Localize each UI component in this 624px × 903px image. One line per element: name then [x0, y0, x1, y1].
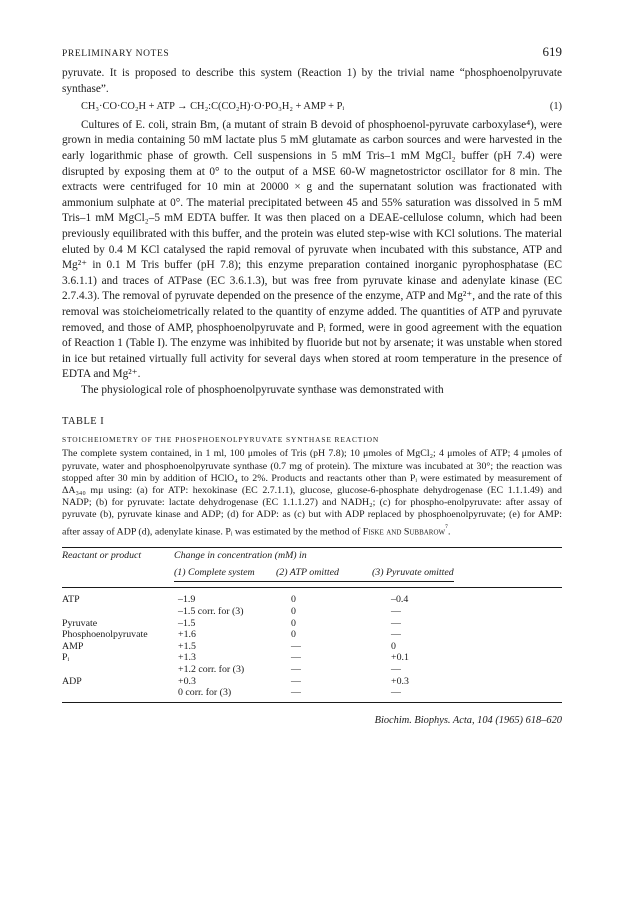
header-complete-system: (1) Complete system: [174, 566, 255, 578]
running-head: [62, 44, 562, 66]
pyruvate-omitted-cell: —: [391, 629, 401, 641]
page-number: 619: [542, 44, 562, 59]
complete-system-cell: –1.5 corr. for (3): [178, 605, 244, 617]
atp-omitted-cell: —: [291, 652, 301, 664]
atp-omitted-cell: 0: [291, 617, 296, 629]
reactant-cell: Pyruvate: [62, 617, 98, 629]
header-reactant: Reactant or product: [62, 550, 142, 562]
page: [62, 44, 562, 726]
header-change-group: Change in concentration (mM) in: [174, 550, 307, 562]
table-title: STOICHEIOMETRY OF THE PHOSPHOENOLPYRUVATE SYNTHASE REACTION: [62, 435, 380, 445]
complete-system-cell: –1.5: [178, 617, 196, 629]
equation-text: CH₃·CO·CO₂H + ATP → CH₂:C(CO₂H)·O·PO₃H₂ + AMP + Pᵢ: [81, 101, 345, 113]
subheader-group: [174, 567, 454, 583]
complete-system-cell: 0 corr. for (3): [178, 687, 232, 699]
complete-system-cell: +1.2 corr. for (3): [178, 663, 245, 675]
table-row: [62, 676, 562, 688]
atp-omitted-cell: —: [291, 640, 301, 652]
stoichiometry-table-body: [62, 588, 562, 698]
complete-system-cell: +1.6: [178, 629, 196, 641]
complete-system-cell: +1.5: [178, 640, 196, 652]
pyruvate-omitted-cell: 0: [391, 640, 396, 652]
atp-omitted-cell: 0: [291, 594, 296, 606]
table-bottom-rule: [62, 702, 562, 703]
atp-omitted-cell: —: [291, 687, 301, 699]
table-subheader-row: [62, 563, 562, 586]
pyruvate-omitted-cell: —: [391, 617, 401, 629]
reaction-equation: [62, 99, 562, 115]
journal-citation: Biochim. Biophys. Acta, 104 (1965) 618–620: [374, 714, 562, 726]
reactant-cell: [62, 687, 174, 699]
table-header-row: [62, 548, 562, 563]
running-title: PRELIMINARY NOTES: [62, 49, 170, 59]
paragraph-physiological: The physiological role of phosphoenolpyruvate synthase was demonstrated with: [81, 383, 444, 396]
reactant-cell: [62, 606, 174, 618]
atp-omitted-cell: —: [291, 675, 301, 687]
table-caption-reference-number: ⁷: [445, 522, 449, 532]
table-caption: [62, 448, 562, 538]
reactant-cell: [62, 664, 174, 676]
table-row: [62, 664, 562, 676]
atp-omitted-cell: —: [291, 663, 301, 675]
table-row: [62, 687, 562, 699]
header-pyruvate-omitted: (3) Pyruvate omitted: [372, 566, 454, 578]
table-row: [62, 618, 562, 630]
table-row: [62, 588, 562, 606]
atp-omitted-cell: 0: [291, 629, 296, 641]
table-caption-text: The complete system contained, in 1 ml, 100 μmoles of Tris (pH 7.8); 10 μmoles of MgCl₂; 4 μmoles of ATP; 4 μmoles of pyruvate, water and phosphoenolpyruvate synthase (0.7 mg of protein). The mixture was incubated at 30°; the reaction was stopped after 30 min by addition of HClO₄ to 2%. Products and reactants other than Pᵢ were estimated by measurement of ΔA₃₄₀ mμ using: (a) for ATP: hexokinase (EC 2.7.1.1), glucose, glucose-6-phosphate dehydrogenase (EC 1.1.1.49) and NADP; (b) for pyruvate: lactate dehydrogenase (EC 1.1.1.27) and NADH₂; (c) for phospho-enolpyruvate: after assay of pyruvate (b), pyruvate kinase and ADP; (d) for ADP: as (c) but with ADP replaced by phosphoenolpyruvate; (e) for AMP: after assay of ADP (d), adenylate kinase. Pᵢ was estimated by the method of: [62, 448, 562, 537]
table-row: [62, 606, 562, 618]
complete-system-cell: +1.3: [178, 652, 196, 664]
equation-number: (1): [549, 101, 562, 113]
reactant-cell: Phosphoenolpyruvate: [62, 629, 148, 641]
table-caption-end: .: [448, 525, 451, 537]
complete-system-cell: +0.3: [178, 675, 196, 687]
paragraph-intro: pyruvate. It is proposed to describe this system (Reaction 1) by the trivial name “phosphoenolpyruvate synthase”.: [62, 67, 562, 95]
table-label: TABLE I: [62, 416, 105, 428]
reactant-cell: ATP: [62, 594, 80, 606]
pyruvate-omitted-cell: +0.3: [391, 675, 409, 687]
reactant-cell: ADP: [62, 675, 82, 687]
pyruvate-omitted-cell: —: [391, 605, 401, 617]
header-atp-omitted: (2) ATP omitted: [276, 566, 339, 578]
table-row: [62, 641, 562, 653]
table-row: [62, 629, 562, 641]
pyruvate-omitted-cell: +0.1: [391, 652, 409, 664]
reactant-cell: AMP: [62, 640, 84, 652]
paragraph-methods: Cultures of E. coli, strain Bm, (a mutant of strain B devoid of phosphoenol-pyruvate carboxylase⁴), were grown in media containing 50 mM lactate plus 5 mM glutamate as carbon sources and were harvested in the early logarithmic phase of growth. Cell suspensions in 5 mM Tris–1 mM MgCl₂ buffer (pH 7.4) were disrupted by exposing them at 0° to the output of a MSE 60-W magnetostrictor oscillator for 8 min. The extracts were centrifuged for 10 min at 20000 × g and the supernatant solution was fractionated with ammonium sulphate at 0°. The material precipitated between 45 and 55% saturation was dissolved in 5 mM Tris–1 mM MgCl₂–5 mM EDTA buffer. It was then placed on a DEAE-cellulose column, which had been previously equilibrated with this buffer, and the protein was eluted step-wise with KCl solutions. The material eluted by 0.4 M KCl catalysed the rapid removal of pyruvate when incubated with this substance, ATP and Mg²⁺ in 0.1 M Tris buffer (pH 7.8); this enzyme preparation contained inorganic pyrophosphatase (EC 3.6.1.1) and traces of ATPase (EC 3.6.1.3), but was free from pyruvate kinase and adenylate kinase (EC 2.7.4.3). The removal of pyruvate depended on the presence of the enzyme, ATP and Mg²⁺, and the rate of this removal was stoicheiometrically related to the quantity of enzyme added. The quantities of ATP and pyruvate removed, and those of AMP, phosphoenolpyruvate and Pᵢ formed, were in good agreement with the equation of Reaction 1 (Table I). The enzyme was inhibited by fluoride but not by arsenate; it was unstable when stored in ice but retained virtually full activity for several days when stored at room temperature in the presence of EDTA and Mg²⁺.: [62, 118, 562, 381]
atp-omitted-cell: 0: [291, 605, 296, 617]
stoichiometry-table: [62, 548, 562, 585]
table-row: [62, 652, 562, 664]
reactant-cell: Pᵢ: [62, 652, 70, 664]
complete-system-cell: –1.9: [178, 594, 196, 606]
pyruvate-omitted-cell: —: [391, 663, 401, 675]
pyruvate-omitted-cell: –0.4: [391, 594, 409, 606]
pyruvate-omitted-cell: —: [391, 687, 401, 699]
table-caption-reference: Fiske and Subbarow: [362, 525, 446, 537]
